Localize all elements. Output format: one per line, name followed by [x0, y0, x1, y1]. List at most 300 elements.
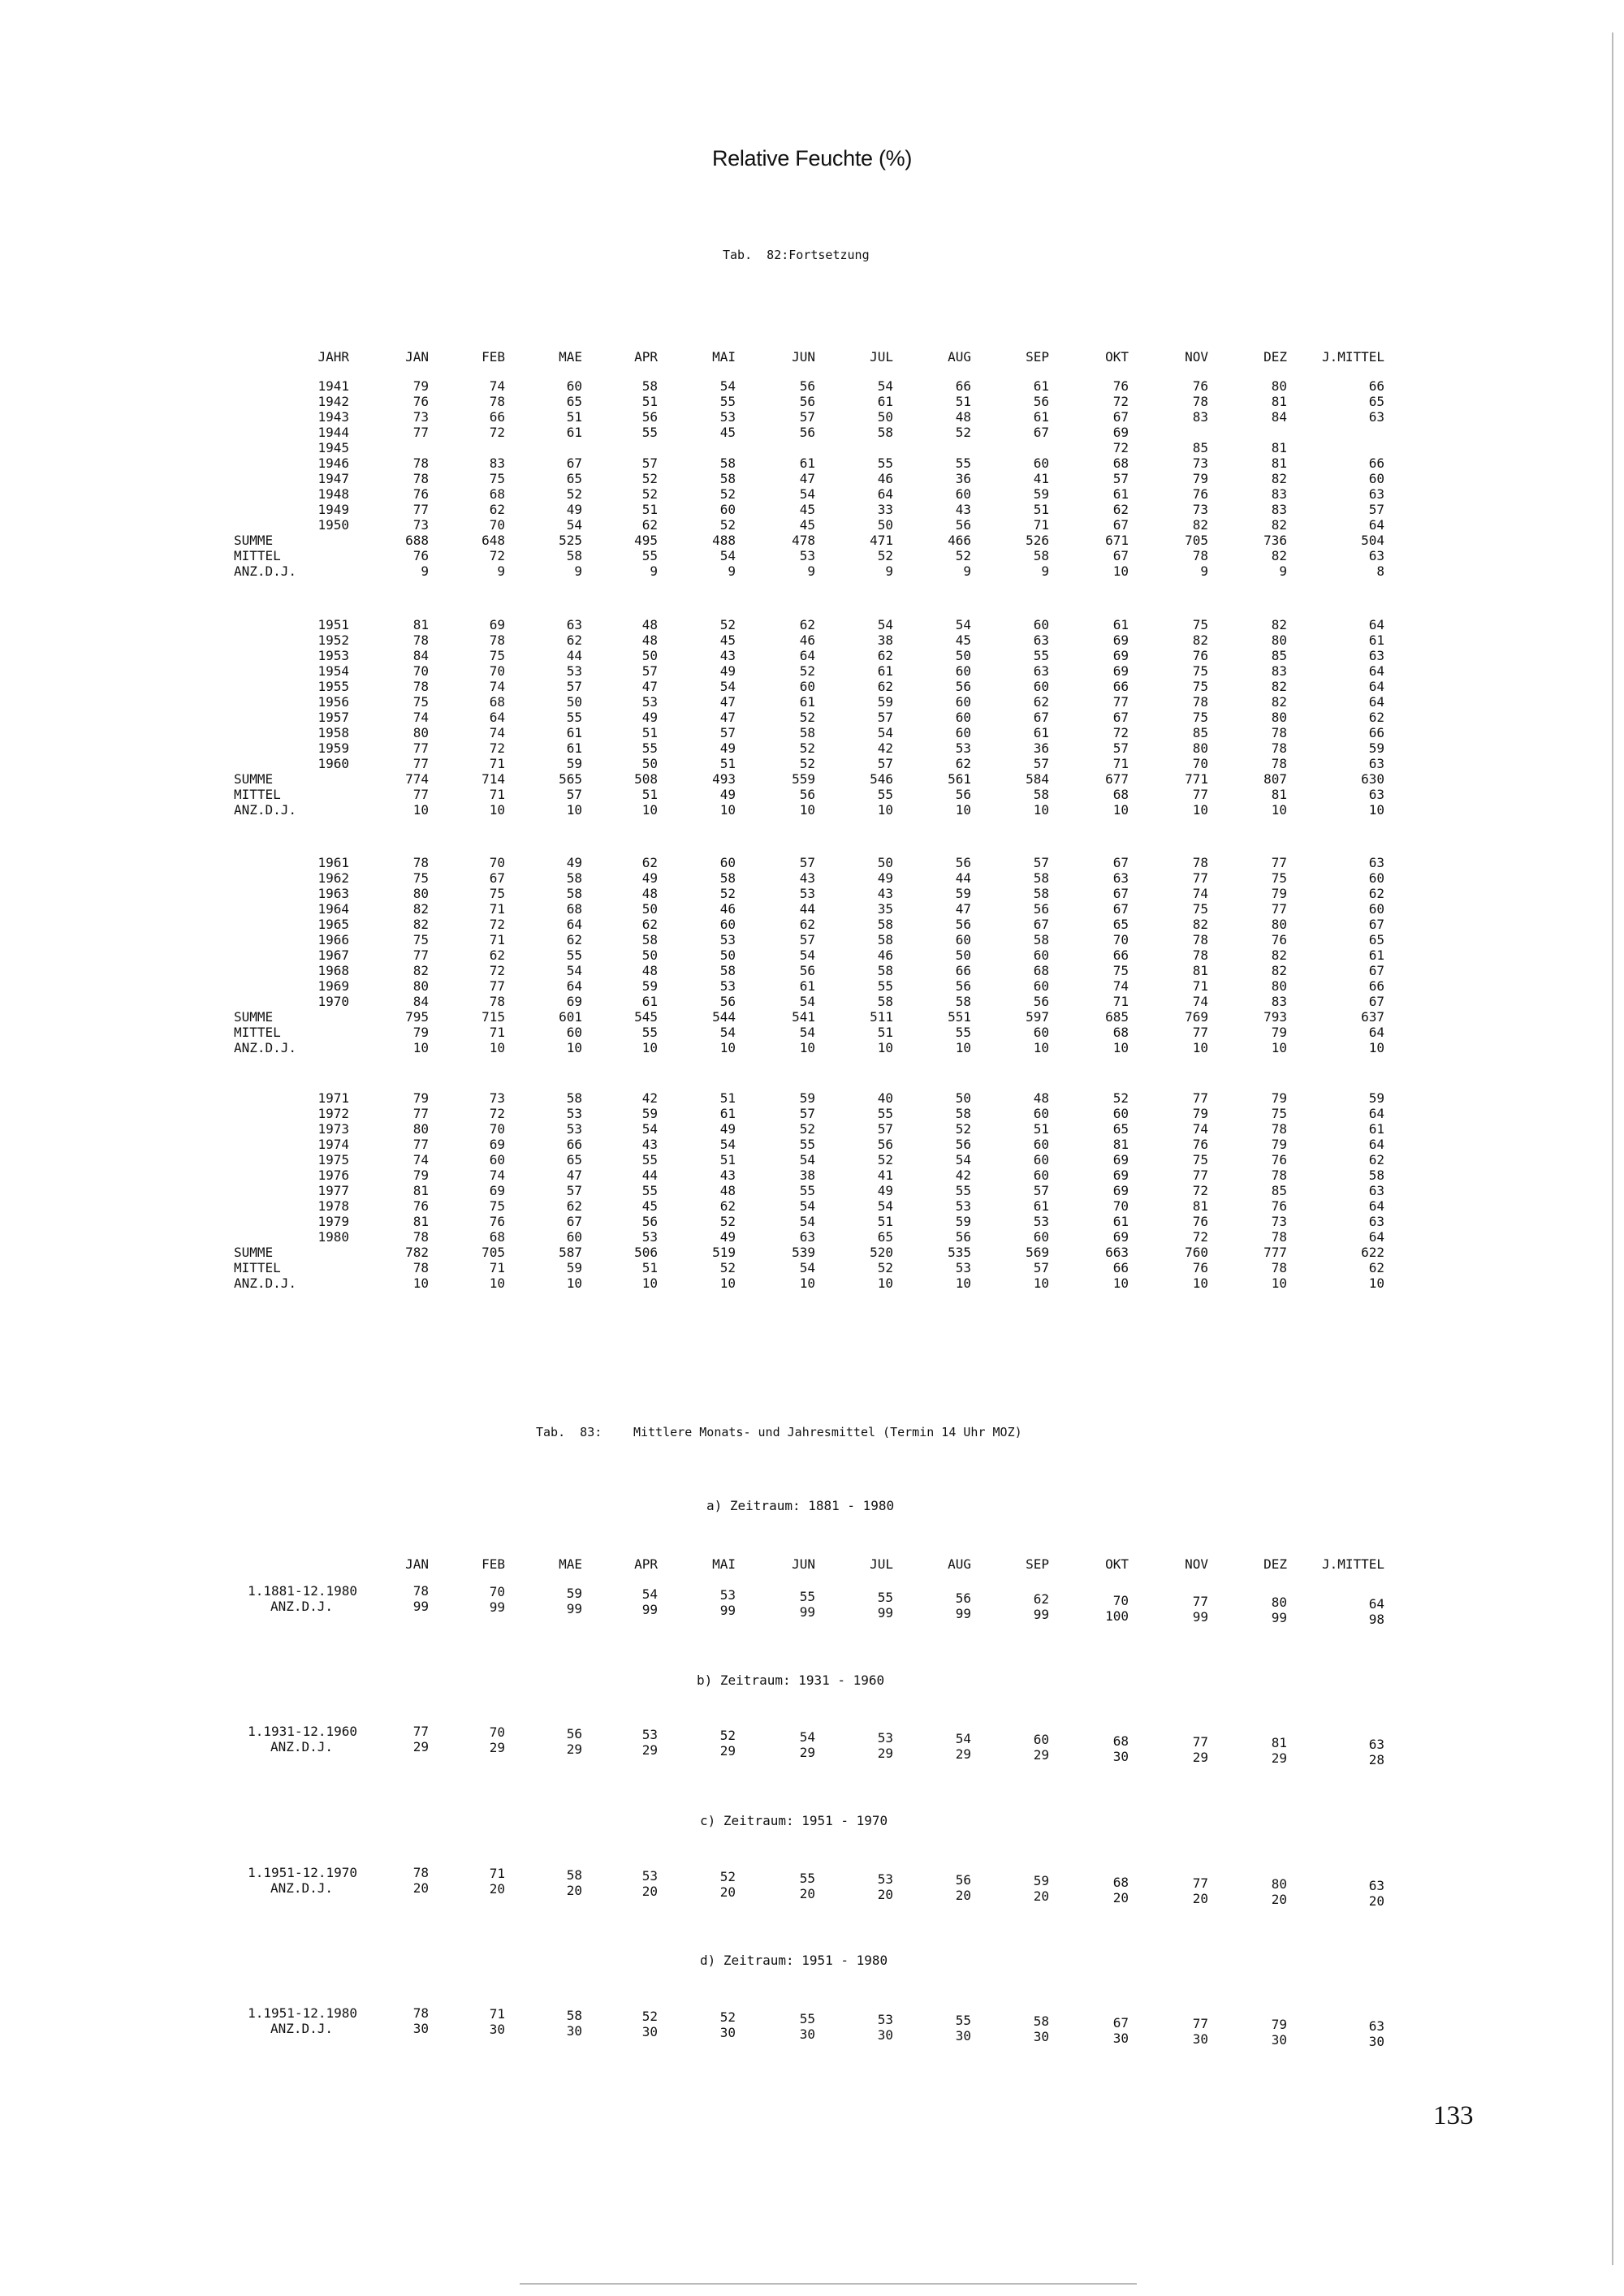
tab82-mittel-value: 54	[799, 1025, 815, 1040]
tab82-summe-value: 569	[1026, 1245, 1049, 1260]
tab82-value: 51	[641, 502, 658, 517]
tab82-value: 72	[1112, 725, 1129, 740]
tab82-value: 60	[955, 725, 971, 740]
tab82-value: 57	[719, 725, 736, 740]
tab83-period-title: b) Zeitraum: 1931 - 1960	[697, 1672, 885, 1688]
page-title: Relative Feuchte (%)	[711, 146, 913, 170]
tab82-mittel-value: 51	[641, 787, 658, 802]
tab83-mean-value: 55	[877, 1589, 893, 1605]
tab82-anz-value: 10	[412, 802, 429, 818]
tab82-mittel-value: 78	[1271, 1260, 1287, 1275]
tab83-anz-label: ANZ.D.J.	[270, 1599, 333, 1614]
tab82-value: 69	[489, 1183, 505, 1198]
tab82-label-summe: SUMME	[234, 533, 274, 548]
tab82-value: 40	[877, 1090, 893, 1106]
tab82-value: 70	[1192, 756, 1208, 771]
tab82-value: 76	[412, 1198, 429, 1214]
tab82-value: 66	[955, 963, 971, 978]
tab82-value: 61	[566, 425, 582, 440]
tab82-value: 49	[877, 870, 893, 886]
tab83-header-okt: OKT	[1105, 1556, 1129, 1572]
tab82-value: 82	[412, 901, 429, 917]
tab82-anz-value: 9	[1041, 563, 1049, 579]
tab82-year: 1964	[317, 901, 349, 917]
tab82-value: 52	[719, 886, 736, 901]
tab82-value: 63	[1368, 855, 1384, 870]
tab82-value: 64	[1368, 694, 1384, 710]
tab82-value: 43	[877, 886, 893, 901]
tab82-value: 59	[799, 1090, 815, 1106]
tab82-value: 57	[641, 455, 658, 471]
tab82-value: 50	[641, 947, 658, 963]
tab83-anz-value: 30	[1112, 2030, 1129, 2046]
tab82-value: 74	[1112, 978, 1129, 994]
tab82-value: 45	[719, 425, 736, 440]
tab82-header-apr: APR	[634, 349, 658, 365]
tab82-value: 66	[1368, 455, 1384, 471]
tab82-value: 66	[489, 409, 505, 425]
tab82-value: 65	[877, 1229, 893, 1245]
tab82-summe-value: 488	[712, 533, 736, 548]
tab82-value: 76	[1192, 1137, 1208, 1152]
tab82-value: 60	[1368, 471, 1384, 486]
tab83-header-aug: AUG	[948, 1556, 971, 1572]
tab82-value: 80	[412, 978, 429, 994]
tab82-mittel-value: 77	[1192, 1025, 1208, 1040]
tab82-value: 46	[719, 901, 736, 917]
tab82-anz-value: 10	[641, 1040, 658, 1055]
tab82-summe-value: 545	[634, 1009, 658, 1025]
tab82-value: 71	[489, 901, 505, 917]
tab82-mittel-value: 63	[1368, 787, 1384, 802]
tab82-value: 71	[489, 932, 505, 947]
tab82-year: 1957	[317, 710, 349, 725]
tab82-year: 1959	[317, 740, 349, 756]
tab82-value: 75	[1271, 1106, 1287, 1121]
tab82-value: 64	[1368, 1106, 1384, 1121]
tab82-value: 47	[955, 901, 971, 917]
tab82-value: 55	[1033, 648, 1049, 663]
tab83-mean-value: 79	[1271, 2017, 1287, 2033]
tab82-value: 67	[1112, 901, 1129, 917]
tab83-anz-value: 20	[641, 1883, 658, 1899]
tab82-label-summe: SUMME	[234, 1245, 274, 1260]
tab82-value: 72	[1112, 394, 1129, 409]
tab82-value: 78	[1192, 855, 1208, 870]
tab83-period-title: c) Zeitraum: 1951 - 1970	[700, 1813, 888, 1828]
tab82-value: 52	[719, 1214, 736, 1229]
tab83-anz-value: 29	[412, 1739, 429, 1754]
tab82-value: 67	[1368, 963, 1384, 978]
tab82-value: 73	[489, 1090, 505, 1106]
tab82-value: 60	[1033, 947, 1049, 963]
tab82-mittel-value: 59	[566, 1260, 582, 1275]
tab82-value: 59	[877, 694, 893, 710]
tab82-value: 58	[877, 917, 893, 932]
tab82-value: 52	[566, 486, 582, 502]
tab82-value: 57	[877, 756, 893, 771]
tab82-value: 57	[799, 855, 815, 870]
tab82-mittel-value: 60	[566, 1025, 582, 1040]
tab82-value: 49	[566, 502, 582, 517]
tab82-mittel-value: 58	[566, 548, 582, 563]
tab82-value: 77	[412, 1137, 429, 1152]
tab82-value: 85	[1271, 648, 1287, 663]
tab82-value: 82	[1271, 517, 1287, 533]
tab82-value: 67	[1112, 710, 1129, 725]
tab82-year: 1965	[317, 917, 349, 932]
tab82-value: 60	[719, 917, 736, 932]
tab83-anz-value: 99	[1192, 1609, 1208, 1625]
tab82-value: 60	[1033, 1229, 1049, 1245]
tab82-summe-value: 511	[870, 1009, 893, 1025]
tab82-value: 52	[799, 756, 815, 771]
tab82-mittel-value: 66	[1112, 1260, 1129, 1275]
tab82-value: 57	[1033, 756, 1049, 771]
tab82-value: 61	[566, 740, 582, 756]
tab82-summe-value: 622	[1361, 1245, 1384, 1260]
tab82-value: 56	[877, 1137, 893, 1152]
tab82-value: 48	[1033, 1090, 1049, 1106]
tab82-value: 56	[955, 679, 971, 694]
tab82-value: 76	[1271, 932, 1287, 947]
tab82-value: 76	[1271, 1152, 1287, 1167]
tab82-value: 56	[641, 1214, 658, 1229]
tab82-value: 41	[1033, 471, 1049, 486]
tab82-value: 83	[1271, 502, 1287, 517]
tab82-value: 70	[489, 855, 505, 870]
tab82-value: 42	[955, 1167, 971, 1183]
tab82-header-sep: SEP	[1026, 349, 1049, 365]
tab82-value: 44	[955, 870, 971, 886]
tab83-mean-value: 78	[412, 1865, 429, 1880]
tab82-value: 67	[1033, 710, 1049, 725]
tab82-value: 67	[1112, 517, 1129, 533]
tab82-value: 62	[877, 648, 893, 663]
tab82-value: 61	[1368, 947, 1384, 963]
tab82-value: 50	[955, 1090, 971, 1106]
tab82-mittel-value: 53	[955, 1260, 971, 1275]
tab82-value: 50	[719, 947, 736, 963]
tab82-value: 64	[1368, 679, 1384, 694]
tab83-mean-value: 56	[955, 1590, 971, 1607]
tab82-value: 46	[799, 632, 815, 648]
tab82-header-dez: DEZ	[1263, 349, 1287, 365]
tab82-value: 72	[489, 740, 505, 756]
tab82-value: 50	[955, 648, 971, 663]
tab82-value: 44	[566, 648, 582, 663]
tab82-mittel-value: 55	[955, 1025, 971, 1040]
tab82-mittel-value: 52	[955, 548, 971, 563]
tab82-anz-value: 10	[799, 1275, 815, 1291]
tab82-value: 56	[955, 1229, 971, 1245]
tab83-header-apr: APR	[634, 1556, 658, 1572]
tab82-value: 65	[1368, 394, 1384, 409]
tab82-value: 61	[877, 394, 893, 409]
tab82-mittel-value: 55	[641, 1025, 658, 1040]
tab82-value: 69	[1112, 1152, 1129, 1167]
tab82-mittel-value: 72	[489, 548, 505, 563]
page-number: 133	[1433, 2101, 1474, 2130]
tab82-anz-value: 10	[799, 802, 815, 818]
tab82-value: 75	[1192, 679, 1208, 694]
tab83-mean-value: 70	[489, 1584, 505, 1600]
tab82-value: 62	[489, 947, 505, 963]
tab82-value: 64	[566, 978, 582, 994]
tab82-value: 65	[1368, 932, 1384, 947]
tab82-mittel-value: 54	[799, 1260, 815, 1275]
tab83-anz-value: 29	[1271, 1750, 1287, 1767]
tab82-year: 1973	[317, 1121, 349, 1137]
tab82-value: 72	[1112, 440, 1129, 455]
tab82-value: 45	[719, 632, 736, 648]
tab82-value: 64	[1368, 1198, 1384, 1214]
tab82-value: 62	[1112, 502, 1129, 517]
tab82-summe-value: 525	[559, 533, 582, 548]
tab82-value: 45	[641, 1198, 658, 1214]
tab82-value: 70	[1112, 932, 1129, 947]
tab82-anz-value: 10	[1112, 563, 1129, 579]
tab82-header-mai: MAI	[712, 349, 736, 365]
tab82-value: 67	[1368, 917, 1384, 932]
tab82-mittel-value: 63	[1368, 548, 1384, 563]
tab82-year: 1954	[317, 663, 349, 679]
tab82-value: 38	[877, 632, 893, 648]
tab82-value: 49	[566, 855, 582, 870]
tab82-value: 79	[412, 1090, 429, 1106]
tab82-value: 53	[719, 932, 736, 947]
tab82-value: 78	[1192, 932, 1208, 947]
tab82-summe-value: 539	[792, 1245, 815, 1260]
tab82-anz-value: 10	[1271, 1040, 1287, 1055]
tab82-value: 58	[719, 471, 736, 486]
tab82-value: 55	[566, 947, 582, 963]
tab83-caption: Mittlere Monats- und Jahresmittel (Termin 14 Uhr MOZ)	[633, 1425, 1022, 1439]
tab82-value: 55	[955, 455, 971, 471]
tab82-year: 1976	[317, 1167, 349, 1183]
tab82-mittel-value: 71	[489, 1025, 505, 1040]
tab82-value: 76	[1192, 378, 1208, 394]
tab83-mean-value: 78	[412, 1583, 429, 1599]
tab82-summe-value: 597	[1026, 1009, 1049, 1025]
tab82-year: 1968	[317, 963, 349, 978]
tab82-value: 76	[489, 1214, 505, 1229]
tab82-anz-value: 10	[489, 802, 505, 818]
tab82-header-jul: JUL	[870, 349, 893, 365]
tab82-value: 54	[566, 517, 582, 533]
tab83-anz-value: 30	[1368, 2033, 1384, 2049]
tab82-value: 78	[1271, 1229, 1287, 1245]
tab83-mean-value: 55	[799, 1588, 815, 1604]
tab82-anz-value: 10	[566, 802, 582, 818]
tab82-value: 75	[1192, 901, 1208, 917]
tab82-value: 75	[1271, 870, 1287, 886]
tab82-value: 66	[1368, 978, 1384, 994]
tab83-mean-value: 52	[641, 2008, 658, 2024]
tab82-summe-value: 637	[1361, 1009, 1384, 1025]
tab82-value: 78	[412, 679, 429, 694]
tab82-value: 75	[1112, 963, 1129, 978]
tab82-value: 53	[1033, 1214, 1049, 1229]
tab82-value: 65	[566, 1152, 582, 1167]
tab82-value: 85	[1192, 725, 1208, 740]
tab83-anz-value: 30	[719, 2025, 736, 2041]
tab83-period-title: a) Zeitraum: 1881 - 1980	[706, 1498, 895, 1513]
tab82-anz-value: 10	[1033, 1275, 1049, 1291]
tab83-period-label: 1.1951-12.1970	[248, 1865, 357, 1880]
tab82-anz-value: 10	[955, 802, 971, 818]
tab82-year: 1951	[317, 617, 349, 632]
tab82-value: 72	[489, 963, 505, 978]
tab82-value: 69	[1112, 425, 1129, 440]
tab82-value: 46	[877, 471, 893, 486]
tab82-mittel-value: 77	[412, 787, 429, 802]
tab82-value: 73	[1192, 502, 1208, 517]
tab82-year: 1960	[317, 756, 349, 771]
tab82-value: 53	[566, 1106, 582, 1121]
tab82-value: 50	[641, 901, 658, 917]
tab82-anz-value: 9	[728, 563, 736, 579]
tab83-anz-value: 99	[641, 1601, 658, 1617]
tab82-year: 1975	[317, 1152, 349, 1167]
tab83-anz-value: 99	[719, 1603, 736, 1619]
tab82-year: 1949	[317, 502, 349, 517]
tab82-value: 79	[1192, 471, 1208, 486]
tab82-mittel-value: 53	[799, 548, 815, 563]
tab83-mean-value: 53	[641, 1726, 658, 1742]
tab82-value: 83	[1271, 486, 1287, 502]
tab82-value: 75	[489, 886, 505, 901]
tab83-mean-value: 53	[877, 1871, 893, 1887]
tab82-value: 58	[641, 932, 658, 947]
tab82-year: 1974	[317, 1137, 349, 1152]
tab82-value: 55	[877, 1106, 893, 1121]
tab82-value: 48	[641, 617, 658, 632]
tab82-value: 78	[1271, 725, 1287, 740]
tab83-mean-value: 56	[955, 1872, 971, 1888]
tab82-value: 68	[1033, 963, 1049, 978]
tab83-anz-value: 30	[489, 2022, 505, 2038]
tab82-value: 69	[1112, 648, 1129, 663]
tab82-summe-value: 551	[948, 1009, 971, 1025]
tab82-value: 49	[719, 740, 736, 756]
tab82-value: 68	[1112, 455, 1129, 471]
tab82-anz-value: 10	[799, 1040, 815, 1055]
tab82-mittel-value: 54	[719, 548, 736, 563]
tab82-mittel-value: 58	[1033, 787, 1049, 802]
tab82-value: 56	[1033, 994, 1049, 1009]
tab82-value: 57	[1033, 855, 1049, 870]
tab82-value: 61	[1112, 486, 1129, 502]
tab82-mittel-value: 79	[1271, 1025, 1287, 1040]
tab83-caption-number: Tab. 83:	[536, 1425, 603, 1439]
tab82-mittel-value: 52	[877, 1260, 893, 1275]
tab82-value: 61	[1112, 617, 1129, 632]
tab83-anz-value: 29	[1192, 1750, 1208, 1765]
tab82-summe-value: 771	[1185, 771, 1208, 787]
tab82-value: 67	[1112, 409, 1129, 425]
tab82-summe-value: 688	[405, 533, 429, 548]
tab82-value: 69	[1112, 1183, 1129, 1198]
tab83-mean-value: 53	[719, 1587, 736, 1603]
tab82-value: 58	[1033, 886, 1049, 901]
tab82-header-feb: FEB	[482, 349, 505, 365]
tab82-value: 69	[1112, 1167, 1129, 1183]
tab82-header-mae: MAE	[559, 349, 582, 365]
tab82-value: 58	[1033, 870, 1049, 886]
tab82-value: 60	[719, 502, 736, 517]
tab82-anz-value: 10	[719, 802, 736, 818]
tab82-value: 58	[566, 886, 582, 901]
tab82-value: 60	[489, 1152, 505, 1167]
tab82-value: 55	[641, 1152, 658, 1167]
tab82-value: 55	[799, 1183, 815, 1198]
tab82-summe-value: 663	[1105, 1245, 1129, 1260]
tab82-value: 54	[877, 1198, 893, 1214]
tab83-header-sep: SEP	[1026, 1556, 1049, 1572]
tab82-summe-value: 587	[559, 1245, 582, 1260]
tab83-mean-value: 52	[719, 2009, 736, 2026]
tab82-value: 64	[1368, 1137, 1384, 1152]
tab82-value: 77	[1192, 1090, 1208, 1106]
tab83-mean-value: 70	[1112, 1592, 1129, 1608]
tab82-value: 66	[1112, 947, 1129, 963]
tab82-label-anz: ANZ.D.J.	[234, 1040, 297, 1055]
tab82-value: 83	[489, 455, 505, 471]
tab82-mittel-value: 57	[1033, 1260, 1049, 1275]
tab82-anz-value: 10	[719, 1040, 736, 1055]
tab83-mean-value: 71	[489, 2006, 505, 2022]
tab82-value: 46	[877, 947, 893, 963]
tab82-summe-value: 769	[1185, 1009, 1208, 1025]
tab82-mittel-value: 52	[877, 548, 893, 563]
tab83-anz-value: 29	[566, 1741, 582, 1757]
tab82-value: 36	[955, 471, 971, 486]
tab83-anz-value: 20	[719, 1884, 736, 1901]
tab82-anz-value: 10	[412, 1275, 429, 1291]
tab82-summe-value: 478	[792, 533, 815, 548]
tab82-value: 47	[719, 694, 736, 710]
tab82-value: 57	[877, 1121, 893, 1137]
tab82-value: 58	[877, 425, 893, 440]
tab82-value: 52	[641, 486, 658, 502]
tab82-value: 63	[1112, 870, 1129, 886]
tab82-value: 62	[877, 679, 893, 694]
tab82-value: 79	[1271, 1090, 1287, 1106]
tab82-value: 53	[566, 663, 582, 679]
tab82-value: 67	[566, 1214, 582, 1229]
tab82-anz-value: 10	[877, 802, 893, 818]
tab82-value: 71	[1192, 978, 1208, 994]
tab82-value: 55	[641, 1183, 658, 1198]
tab82-anz-value: 10	[955, 1275, 971, 1291]
tab82-value: 60	[1368, 870, 1384, 886]
tab82-anz-value: 10	[1192, 1040, 1208, 1055]
tab82-value: 72	[1192, 1229, 1208, 1245]
tab82-value: 75	[489, 648, 505, 663]
tab82-value: 50	[641, 756, 658, 771]
tab83-mean-value: 54	[955, 1731, 971, 1747]
tab82-value: 50	[877, 517, 893, 533]
tab82-mittel-value: 58	[1033, 548, 1049, 563]
tab82-value: 75	[489, 1198, 505, 1214]
tab82-value: 66	[566, 1137, 582, 1152]
tab82-summe-value: 493	[712, 771, 736, 787]
tab82-value: 54	[877, 725, 893, 740]
tab82-value: 78	[1271, 756, 1287, 771]
tab82-summe-value: 705	[482, 1245, 505, 1260]
tab82-summe-value: 677	[1105, 771, 1129, 787]
